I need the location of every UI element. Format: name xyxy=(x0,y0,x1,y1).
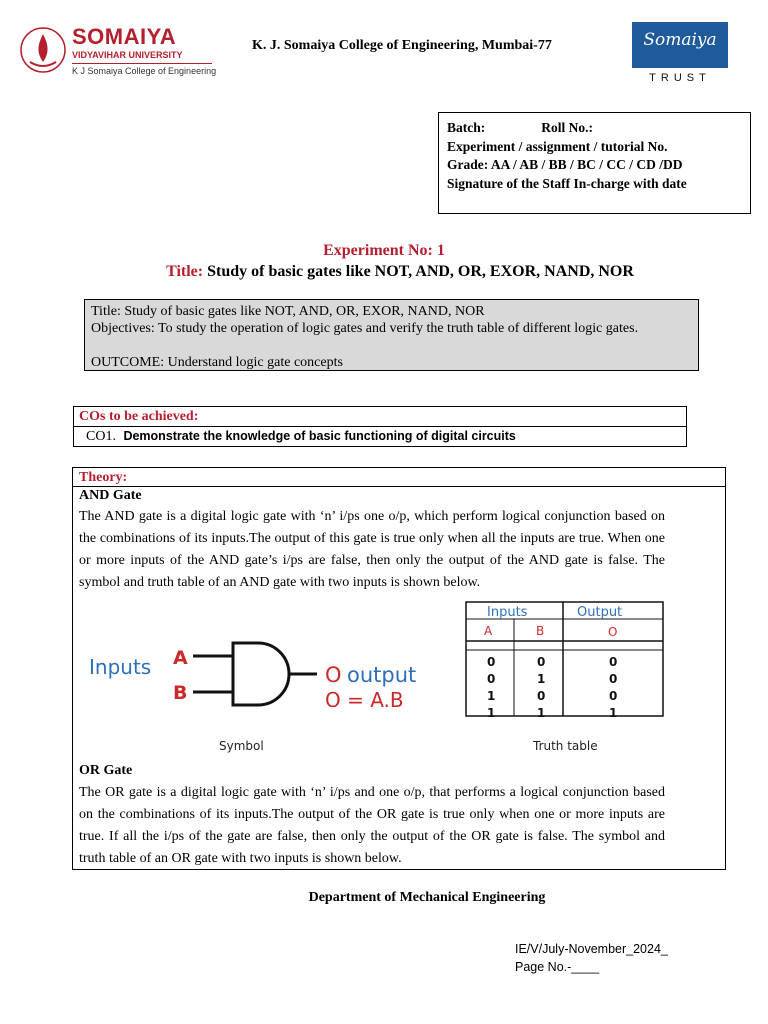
batch-label: Batch: xyxy=(447,120,486,135)
grade-label: Grade: AA / AB / BB / BC / CC / CD /DD xyxy=(447,157,683,172)
experiment-title-label: Title: xyxy=(166,263,204,280)
objective-title-line: Title: Study of basic gates like NOT, AND, OR, EXOR, NAND, NOR xyxy=(91,304,485,319)
batch-line xyxy=(447,119,742,138)
tt-col-a: A xyxy=(484,624,493,638)
symbol-caption: Symbol xyxy=(219,739,264,753)
and-gate-figure xyxy=(73,596,725,756)
cos-heading: COs to be achieved: xyxy=(74,407,686,427)
truth-table-caption: Truth table xyxy=(533,739,598,753)
department-name: Department of Mechanical Engineering xyxy=(308,890,546,905)
tt-cell-r3-c1: 1 xyxy=(487,689,496,703)
somaiya-trust-logo xyxy=(632,22,728,86)
objectives-text: Objectives: To study the operation of logic gates and verify the truth table of different logic gates. xyxy=(91,321,639,336)
experiment-title xyxy=(0,263,768,281)
experiment-title-text: Study of basic gates like NOT, AND, OR, EXOR, NAND, NOR xyxy=(207,263,634,280)
footer-reference xyxy=(515,940,668,976)
tt-rows xyxy=(487,655,617,720)
university-college: K J Somaiya College of Engineering xyxy=(72,66,217,76)
cos-row xyxy=(74,427,686,446)
tt-cell-r1-c2: 0 xyxy=(537,655,546,669)
tt-col-b: B xyxy=(536,624,545,638)
tt-cell-r1-c1: 0 xyxy=(487,655,496,669)
somaiya-university-logo xyxy=(18,22,218,84)
university-name: SOMAIYA xyxy=(72,24,177,49)
input-b-label: B xyxy=(173,682,188,704)
tt-cell-r4-c1: 1 xyxy=(487,706,496,720)
outcome-text: OUTCOME: Understand logic gate concepts xyxy=(91,355,343,370)
co-text: Demonstrate the knowledge of basic functioning of digital circuits xyxy=(123,429,516,443)
and-gate-symbol-icon xyxy=(193,643,317,705)
cos-table xyxy=(73,406,687,447)
tt-cell-r3-c2: 0 xyxy=(537,689,546,703)
theory-heading: Theory: xyxy=(73,468,725,487)
tt-cell-r3-c3: 0 xyxy=(609,689,618,703)
roll-label: Roll No.: xyxy=(541,120,593,135)
footer-page-number: Page No.-____ xyxy=(515,960,600,974)
output-equation: O = A.B xyxy=(325,688,404,712)
university-emblem-icon xyxy=(18,22,68,82)
tt-cell-r1-c3: 0 xyxy=(609,655,618,669)
and-gate-heading: AND Gate xyxy=(79,488,142,503)
trust-label: TRUST xyxy=(649,72,711,84)
logo-divider xyxy=(72,63,212,64)
inputs-label: Inputs xyxy=(89,655,152,679)
experiment-number: Experiment No: 1 xyxy=(323,242,445,259)
trust-script: Somaiya xyxy=(643,30,717,50)
truth-table xyxy=(466,602,663,720)
tt-col-o: O xyxy=(608,625,618,639)
or-gate-paragraph: The OR gate is a digital logic gate with ‘n’ i/ps and one o/p, that performs a logical conjunction based on the combinations of its inputs.The output of the OR gate is true only when one or more inputs are true. If all the i/ps of the gate are false, then only the output of the OR gate is false. The symbol and truth table of an OR gate with two inputs is shown below. xyxy=(79,785,665,866)
and-gate-paragraph: The AND gate is a digital logic gate with ‘n’ i/ps one o/p, which perform logical conjunction based on the combinations of its inputs.The output of this gate is true only when all the inputs are true. When one or more inputs of the AND gate’s i/ps are false, then only the output of the AND gate is false. The symbol and truth table of an AND gate with two inputs is shown below. xyxy=(79,509,665,590)
tt-cell-r2-c2: 1 xyxy=(537,672,546,686)
theory-box xyxy=(72,467,726,870)
tt-cell-r2-c1: 0 xyxy=(487,672,496,686)
tt-output-header: Output xyxy=(577,605,623,620)
output-label: output xyxy=(347,663,417,687)
tt-cell-r4-c3: 1 xyxy=(609,706,618,720)
input-a-label: A xyxy=(173,647,188,669)
or-gate-heading: OR Gate xyxy=(79,763,133,778)
signature-label: Signature of the Staff In-charge with date xyxy=(447,175,687,191)
tt-cell-r2-c3: 0 xyxy=(609,672,618,686)
batch-info-box xyxy=(438,112,751,214)
co-code: CO1. xyxy=(86,429,116,444)
tt-inputs-header: Inputs xyxy=(487,605,528,620)
output-o-label: O xyxy=(325,663,342,687)
footer-ref-code: IE/V/July-November_2024_ xyxy=(515,942,668,956)
university-subtitle: VIDYAVIHAR UNIVERSITY xyxy=(72,50,183,60)
objective-box xyxy=(84,299,699,371)
tt-cell-r4-c2: 1 xyxy=(537,706,546,720)
college-title: K. J. Somaiya College of Engineering, Mumbai-77 xyxy=(252,38,552,53)
experiment-label: Experiment / assignment / tutorial No. xyxy=(447,138,668,154)
